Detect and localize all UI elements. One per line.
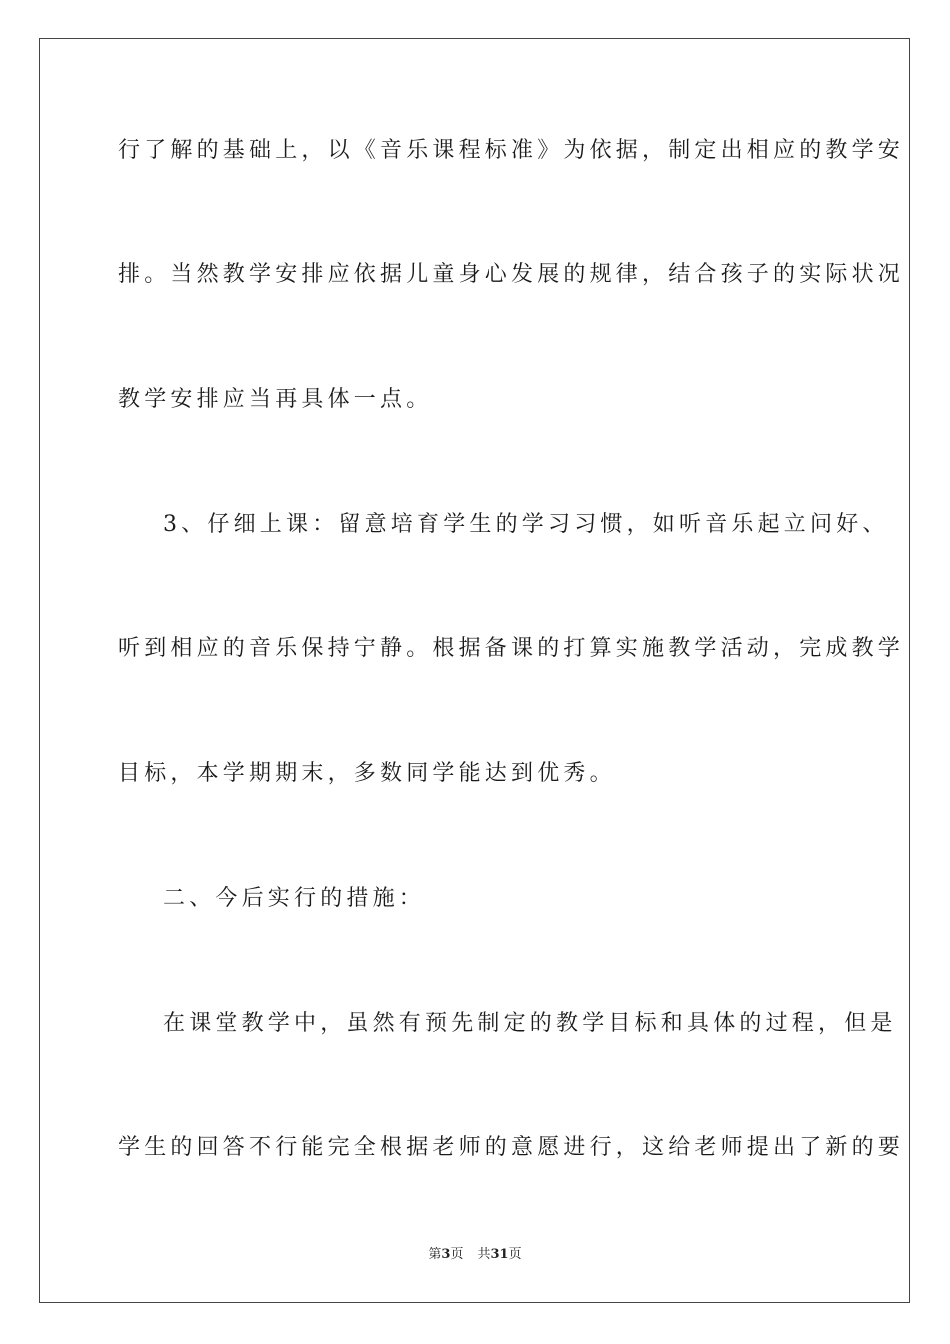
footer-page-prefix: 第 — [428, 1247, 442, 1262]
section-heading: 二、今后实行的措施： — [163, 886, 426, 911]
paragraph-line-8: 学生的回答不行能完全根据老师的意愿进行，这给老师提出了新的要 — [118, 1135, 905, 1160]
paragraph-line-7: 在课堂教学中，虽然有预先制定的教学目标和具体的过程，但是 — [163, 1011, 897, 1036]
footer-page-number: 3 — [441, 1247, 451, 1262]
footer-total-suffix: 页 — [508, 1247, 522, 1262]
footer-page-suffix: 页 — [450, 1247, 464, 1262]
paragraph-line-1: 行了解的基础上，以《音乐课程标准》为依据，制定出相应的教学安 — [118, 138, 905, 163]
paragraph-line-6: 目标，本学期期末，多数同学能达到优秀。 — [118, 761, 616, 786]
page-border — [39, 38, 910, 1303]
page-footer — [0, 1246, 950, 1264]
paragraph-line-2: 排。当然教学安排应依据儿童身心发展的规律，结合孩子的实际状况 — [118, 262, 905, 287]
footer-total-prefix: 共 — [477, 1247, 491, 1262]
paragraph-line-3: 教学安排应当再具体一点。 — [118, 387, 433, 412]
paragraph-line-4: 3、仔细上课：留意培育学生的学习习惯，如听音乐起立问好、 — [163, 512, 889, 537]
paragraph-line-5: 听到相应的音乐保持宁静。根据备课的打算实施教学活动，完成教学 — [118, 636, 905, 661]
footer-total-pages: 31 — [490, 1247, 509, 1262]
